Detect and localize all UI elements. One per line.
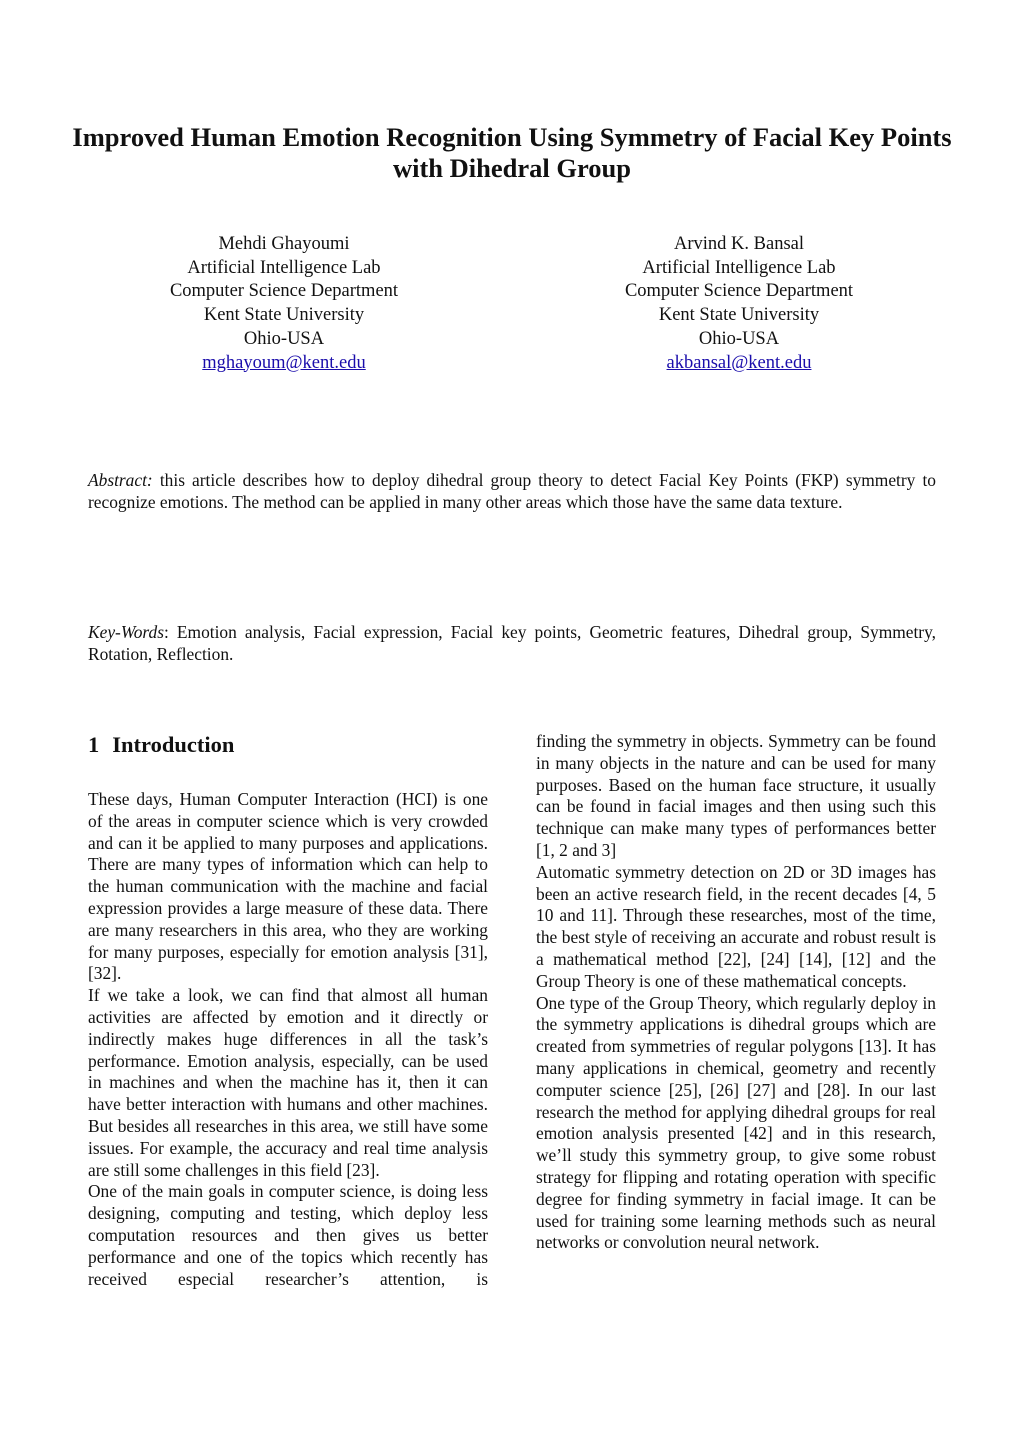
abstract-label: Abstract: xyxy=(88,470,153,490)
author-department: Computer Science Department xyxy=(169,281,399,302)
left-column xyxy=(88,731,488,1290)
abstract-text: this article describes how to deploy dihedral group theory to detect Facial Key Points (FKP) symmetry to recognize emotions. The method can be applied in many other areas which those have the same data texture. xyxy=(88,470,936,512)
paragraph: finding the symmetry in objects. Symmetry can be found in many objects in the nature and can be used for many purposes. Based on the human face structure, it usually can be found in facial images and then using such this technique can make many types of performances better [1, 2 and 3] xyxy=(536,731,936,860)
author-department: Computer Science Department xyxy=(624,281,854,302)
author-lab: Artificial Intelligence Lab xyxy=(642,257,836,278)
section-title: Introduction xyxy=(112,732,235,757)
author-location: Ohio-USA xyxy=(243,328,325,349)
section-number: 1 xyxy=(88,732,100,757)
keywords-label: Key-Words xyxy=(88,622,164,642)
author-email-link[interactable]: akbansal@kent.edu xyxy=(666,352,812,373)
author-university: Kent State University xyxy=(658,305,820,326)
paragraph: These days, Human Computer Interaction (HCI) is one of the areas in computer science which is very crowded and can it be applied to many purposes and applications. There are many types of information which can help to the human communication with the machine and facial expression provides a large measure of these data. There are many researchers in this area, who they are working for many purposes, especially for emotion analysis [31], [32]. xyxy=(88,789,488,984)
paper-title: Improved Human Emotion Recognition Using Symmetry of Facial Key Points with Dihedral Group xyxy=(72,122,952,183)
section-heading xyxy=(88,731,488,759)
author-name: Mehdi Ghayoumi xyxy=(218,234,350,254)
paragraph: One type of the Group Theory, which regularly deploy in the symmetry applications is dihedral groups which are created from symmetries of regular polygons [13]. It has many applications in chemical, geometry and recently computer science [25], [26] [27] and [28]. In our last research the method for applying dihedral groups for real emotion analysis presented [42] and in this research, we’ll study this symmetry group, to give some robust strategy for flipping and rotating operation with specific degree for finding symmetry in facial image. It can be used for training some learning methods such as neural networks or convolution neural network. xyxy=(536,992,936,1253)
right-column xyxy=(536,731,936,1254)
author-university: Kent State University xyxy=(203,305,365,326)
abstract xyxy=(88,470,936,514)
author-location: Ohio-USA xyxy=(698,328,780,349)
author-name: Arvind K. Bansal xyxy=(674,234,804,254)
author-lab: Artificial Intelligence Lab xyxy=(187,257,381,278)
paragraph: One of the main goals in computer science, is doing less designing, computing and testing, which deploy less computation resources and then gives us better performance and one of the topics which recently has received especial researcher’s attention, is xyxy=(88,1181,488,1289)
author-email-link[interactable]: mghayoum@kent.edu xyxy=(202,352,366,373)
keywords xyxy=(88,622,936,666)
paragraph: Automatic symmetry detection on 2D or 3D images has been an active research field, in the recent decades [4, 5 10 and 11]. Through these researches, most of the time, the best style of receiving an accurate and robust result is a mathematical method [22], [24] [14], [12] and the Group Theory is one of these mathematical concepts. xyxy=(536,861,936,991)
paragraph: If we take a look, we can find that almost all human activities are affected by emotion and it directly or indirectly makes huge differences in all the task’s performance. Emotion analysis, especially, can be used in machines and when the machine has it, then it can have better interaction with humans and other machines. But besides all researches in this area, we still have some issues. For example, the accuracy and real time analysis are still some challenges in this field [23]. xyxy=(88,985,488,1180)
author-block-2 xyxy=(574,233,904,375)
author-block-1 xyxy=(119,233,449,375)
keywords-text: : Emotion analysis, Facial expression, Facial key points, Geometric features, Dihedral group, Symmetry, Rotation, Reflection. xyxy=(88,622,936,664)
